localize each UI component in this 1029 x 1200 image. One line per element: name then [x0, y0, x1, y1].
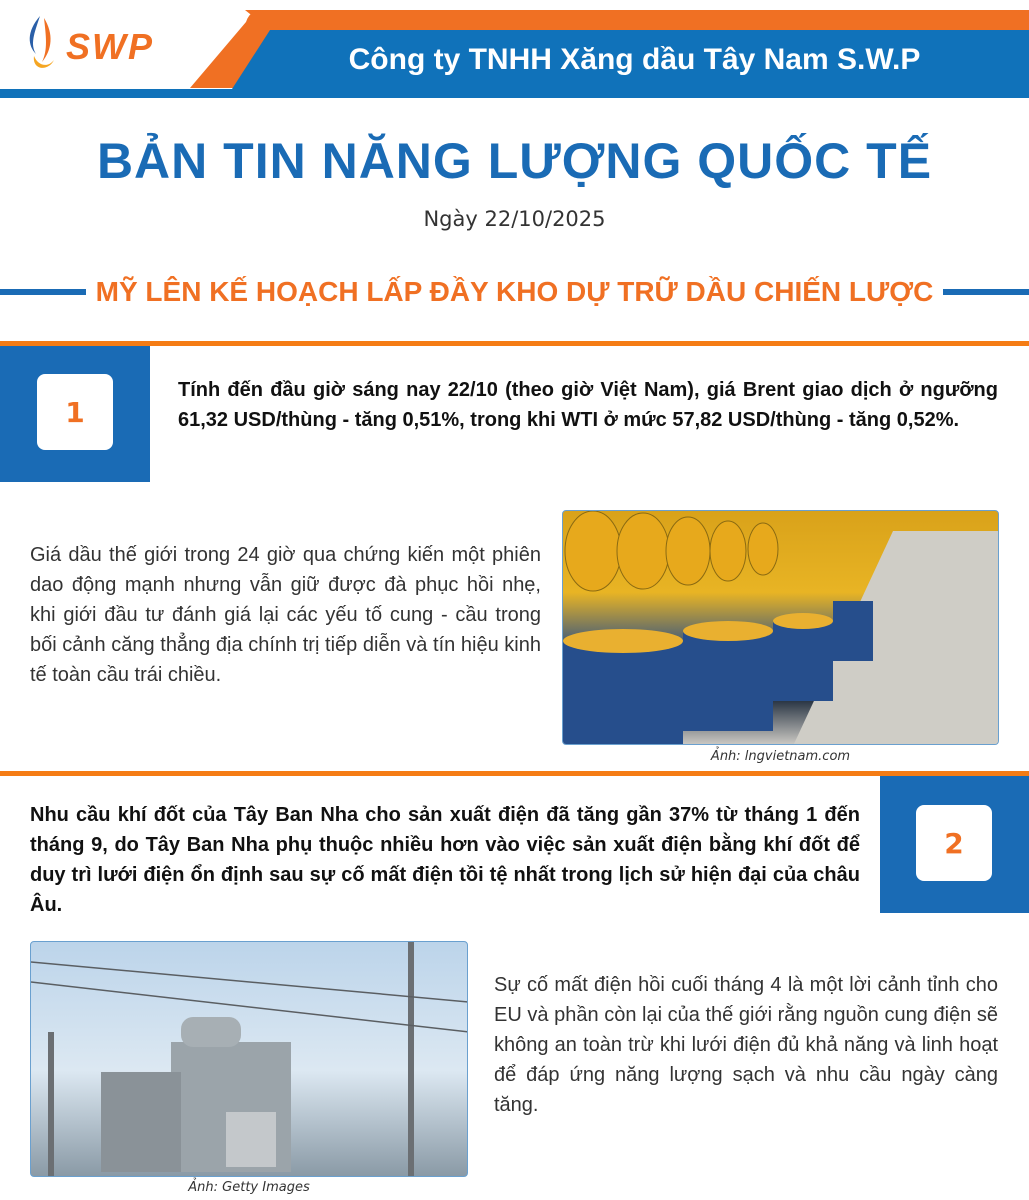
page-title: BẢN TIN NĂNG LƯỢNG QUỐC TẾ	[96, 133, 933, 189]
divider	[0, 771, 1029, 776]
substation-image	[30, 941, 468, 1177]
date: Ngày 22/10/2025	[423, 207, 606, 231]
divider	[943, 289, 1029, 295]
item-number: 2	[916, 805, 992, 881]
section-heading-text: MỸ LÊN KẾ HOẠCH LẤP ĐẦY KHO DỰ TRỮ DẦU CHIẾN LƯỢC	[95, 276, 934, 307]
item-body: Sự cố mất điện hồi cuối tháng 4 là một lời cảnh tỉnh cho EU và phần còn lại của thế giới rằng nguồn cung điện sẽ không an toàn trừ khi lưới điện đủ khả năng và linh hoạt để đáp ứng năng lượng sạch và nhu cầu ngày càng tăng.	[494, 974, 998, 1116]
divider	[0, 289, 86, 295]
substation-illustration	[31, 942, 468, 1177]
logo-text: SWP	[66, 26, 155, 67]
company-name: Công ty TNHH Xăng dầu Tây Nam S.W.P	[348, 43, 921, 76]
item-body: Giá dầu thế giới trong 24 giờ qua chứng kiến một phiên dao động mạnh nhưng vẫn giữ được đà phục hồi nhẹ, khi giới đầu tư đánh giá lại các yếu tố cung - cầu trong bối cảnh căng thẳng địa chính trị tiếp diễn và tín hiệu kinh tế toàn cầu trái chiều.	[30, 544, 541, 686]
divider	[0, 341, 1029, 346]
item-headline: Nhu cầu khí đốt của Tây Ban Nha cho sản xuất điện đã tăng gần 37% từ tháng 1 đến tháng 9, do Tây Ban Nha phụ thuộc nhiều hơn vào việc sản xuất điện bằng khí đốt để duy trì lưới điện ổn định sau sự cố mất điện tồi tệ nhất trong lịch sử hiện đại của châu Âu.	[30, 804, 860, 916]
image-caption: Ảnh: lngvietnam.com	[710, 749, 851, 764]
item-headline: Tính đến đầu giờ sáng nay 22/10 (theo giờ Việt Nam), giá Brent giao dịch ở ngưỡng 61,32 USD/thùng - tăng 0,51%, trong khi WTI ở mức 57,82 USD/thùng - tăng 0,52%.	[178, 379, 998, 431]
section-heading	[0, 276, 1029, 308]
barrels-illustration	[563, 511, 999, 745]
oil-barrels-image	[562, 510, 999, 745]
item-number: 1	[37, 374, 113, 450]
image-caption: Ảnh: Getty Images	[188, 1180, 310, 1195]
flame-logo-icon	[22, 14, 64, 74]
